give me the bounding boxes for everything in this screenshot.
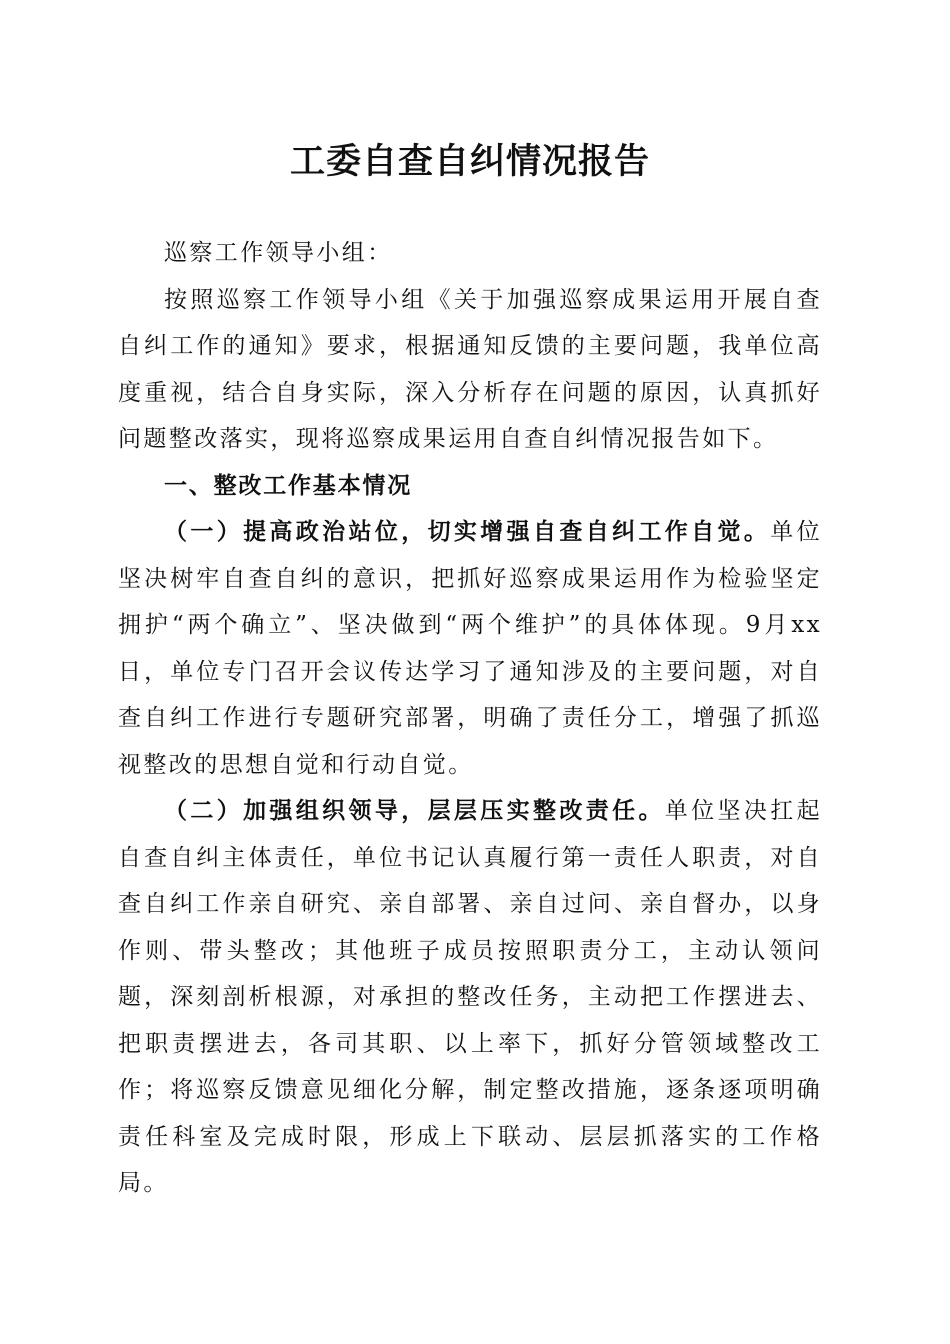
item-2-heading: （二）加强组织领导，层层压实整改责任。 (164, 797, 665, 824)
item-2-body: 单位坚决扛起自查自纠主体责任，单位书记认真履行第一责任人职责，对自查自纠工作亲自研究、亲自部署、亲自过问、亲自督办，以身作则、带头整改；其他班子成员按照职责分工，主动认领问题，深刻剖析根源，对承担的整改任务，主动把工作摆进去、把职责摆进去，各司其职、以上率下，抓好分管领域整改工作；将巡察反馈意见细化分解，制定整改措施，逐条逐项明确责任科室及完成时限，形成上下联动、层层抓落实的工作格局。 (118, 798, 822, 1196)
item-1-heading: （一）提高政治站位，切实增强自查自纠工作自觉。 (164, 518, 771, 545)
item-1-body: 单位坚决树牢自查自纠的意识，把抓好巡察成果运用作为检验坚定拥护“两个确立”、坚决做到“两个维护”的具体体现。9月xx日，单位专门召开会议传达学习了通知涉及的主要问题，对自查自纠工作进行专题研究部署，明确了责任分工，增强了抓巡视整改的思想自觉和行动自觉。 (118, 519, 822, 778)
intro-paragraph: 按照巡察工作领导小组《关于加强巡察成果运用开展自查自纠工作的通知》要求，根据通知反馈的主要问题，我单位高度重视，结合自身实际，深入分析存在问题的原因，认真抓好问题整改落实，现将巡察成果运用自查自纠情况报告如下。 (118, 286, 822, 452)
section-heading-1: 一、整改工作基本情况 (164, 472, 412, 499)
salutation: 巡察工作领导小组： (164, 240, 393, 266)
item-2-paragraph (118, 788, 822, 1207)
item-1-paragraph (118, 509, 822, 788)
document-body (118, 230, 822, 1207)
document-title: 工委自查自纠情况报告 (289, 141, 650, 182)
